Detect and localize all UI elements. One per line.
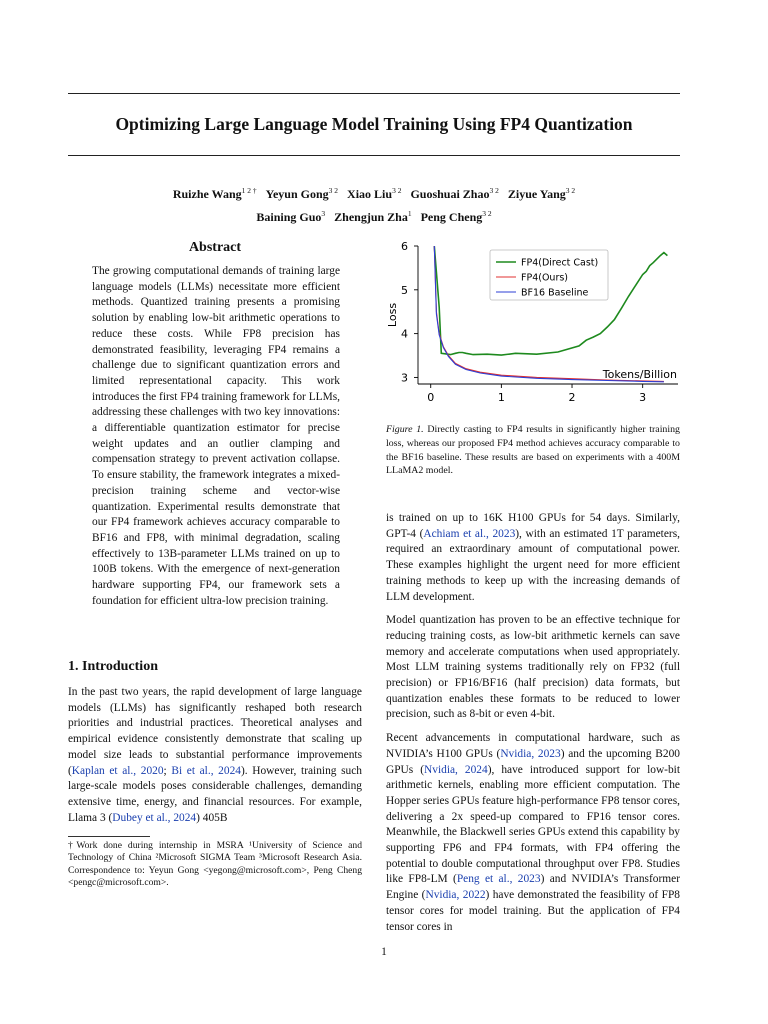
author-list xyxy=(68,181,680,227)
body-paragraph: Recent advancements in computational hardware, such as NVIDIA’s H100 GPUs (Nvidia, 2023) and the upcoming B200 GPUs (Nvidia, 2024), have introduced support for low-bit arithmetic kernels, enabling more efficient computation. The Hopper series GPUs feature high-performance FP8 tensor cores, delivering a 2x speed-up compared to FP16 tensor cores. Meanwhile, the Blackwell series GPUs extend this capability by supporting FP6 and FP4 formats, with FP4 offering the potential to double computational throughput over FP8. Studies like FP8-LM (Peng et al., 2023) and NVIDIA’s Transformer Engine (Nvidia, 2022) have demonstrated the feasibility of FP8 tensor cores for model training. But the application of FP4 tensor cores in xyxy=(386,732,680,933)
y-tick-label: 4 xyxy=(401,327,408,341)
citation-link[interactable]: Achiam et al., 2023 xyxy=(423,527,516,540)
author: Baining Guo$^3$ xyxy=(256,209,326,224)
legend-label: FP4(Ours) xyxy=(521,272,569,284)
right-column-text xyxy=(386,511,680,943)
citation-link[interactable]: Bi et al., 2024 xyxy=(171,764,241,777)
citation-link[interactable]: Kaplan et al., 2020 xyxy=(71,764,164,777)
loss-chart xyxy=(382,238,682,408)
page-number: 1 xyxy=(381,946,387,958)
title-bottom-rule xyxy=(68,155,680,156)
legend-label: FP4(Direct Cast) xyxy=(521,257,599,269)
x-tick-label: 3 xyxy=(639,391,647,404)
citation-link[interactable]: Dubey et al., 2024 xyxy=(112,811,197,824)
figure-1 xyxy=(382,238,682,413)
legend-label: BF16 Baseline xyxy=(521,287,589,299)
author-line-2 xyxy=(68,204,680,227)
y-axis-label: Loss xyxy=(386,302,399,328)
citation-link[interactable]: Nvidia, 2023 xyxy=(500,747,561,760)
x-axis-label: Tokens/Billion xyxy=(602,368,677,381)
abstract-paragraph: The growing computational demands of training large language models (LLMs) necessitate more efficient methods. Quantized training presents a promising solution by enabling low-bit arithmetic operations to reduce these costs. While FP8 precision has demonstrated feasibility, leveraging FP4 remains a challenge due to significant quantization errors and limited representational capacity. This work introduces the first FP4 training framework for LLMs, addressing these challenges with two key innovations: a differentiable quantization estimator for precise weight updates and an outlier clamping and compensation strategy to prevent activation collapse. To ensure stability, the framework integrates a mixed-precision training scheme and vector-wise quantization. Experimental results demonstrate that our FP4 framework achieves accuracy comparable to BF16 and FP8, with minimal degradation, scaling effectively to 13B-parameter LLMs trained on up to 100B tokens. With the emergence of next-generation hardware supporting FP4, our framework sets a foundation for efficient ultra-low precision training. xyxy=(92,265,341,607)
author: Yeyun Gong$^{3 2}$ xyxy=(265,186,339,201)
abstract-heading: Abstract xyxy=(188,240,242,255)
introduction-text xyxy=(68,685,362,826)
citation-link[interactable]: Nvidia, 2024 xyxy=(424,763,488,776)
x-tick-label: 0 xyxy=(427,391,435,404)
figure-label: Figure 1. xyxy=(386,424,424,435)
body-paragraph: is trained on up to 16K H100 GPUs for 54 days. Similarly, GPT-4 (Achiam et al., 2023), with an estimated 1T parameters, required an extraordinary amount of computational power. These examples highlight the urgent need for more efficient training methods to keep up with the increasing demands of LLM development. xyxy=(386,512,680,603)
x-tick-label: 1 xyxy=(497,391,505,404)
x-tick-label: 2 xyxy=(568,391,576,404)
author-line-1 xyxy=(68,181,680,204)
paper-title: Optimizing Large Language Model Training Using FP4 Quantization xyxy=(115,114,633,134)
abstract-text xyxy=(92,264,340,609)
figure-caption xyxy=(386,423,680,478)
citation-link[interactable]: Peng et al., 2023 xyxy=(456,873,541,886)
author: Ziyue Yang$^{3 2}$ xyxy=(507,186,576,201)
author: Peng Cheng$^{3 2}$ xyxy=(420,209,492,224)
section-heading-introduction: 1. Introduction xyxy=(68,659,158,674)
author: Guoshuai Zhao$^{3 2}$ xyxy=(410,186,499,201)
citation-link[interactable]: Nvidia, 2022 xyxy=(425,889,486,902)
footnote: †Work done during internship in MSRA ¹University of Science and Technology of China ²Microsoft SIGMA Team ³Microsoft Research Asia. Correspondence to: Yeyun Gong <yegong@microsoft.com>, Peng Cheng <pengc@microsoft.com>. xyxy=(68,840,362,889)
body-paragraph: In the past two years, the rapid development of large language models (LLMs) has significantly reshaped both research priorities and industrial practices. Theoretical analyses and empirical evidence consistently demonstrate that scaling up model size leads to substantial performance improvements (Kaplan et al., 2020; Bi et al., 2024). However, training such large-scale models poses considerable challenges, demanding extensive time, energy, and financial resources. For example, Llama 3 (Dubey et al., 2024) 405B xyxy=(68,686,362,824)
author: Ruizhe Wang$^{1 2 \dagger}$ xyxy=(172,186,257,201)
y-tick-label: 5 xyxy=(401,283,408,297)
top-rule xyxy=(68,93,680,94)
y-tick-label: 6 xyxy=(401,240,408,253)
caption-text: Directly casting to FP4 results in significantly higher training loss, whereas our proposed FP4 method achieves accuracy comparable to the BF16 baseline. These results are based on experiments with a 400M LLaMA2 model. xyxy=(386,424,680,477)
footnote-rule xyxy=(68,836,150,837)
author: Zhengjun Zha$^1$ xyxy=(334,209,412,224)
body-paragraph: Model quantization has proven to be an effective technique for reducing training costs, as low-bit arithmetic kernels can save memory and accelerate computations when used appropriately. Most LLM training systems traditionally rely on FP32 (full precision) or FP16/BF16 (half precision) data formats, but quantization enables these formats to be reduced to lower precision, such as 8-bit or even 4-bit. xyxy=(386,614,680,721)
y-tick-label: 3 xyxy=(401,371,408,385)
author: Xiao Liu$^{3 2}$ xyxy=(347,186,402,201)
